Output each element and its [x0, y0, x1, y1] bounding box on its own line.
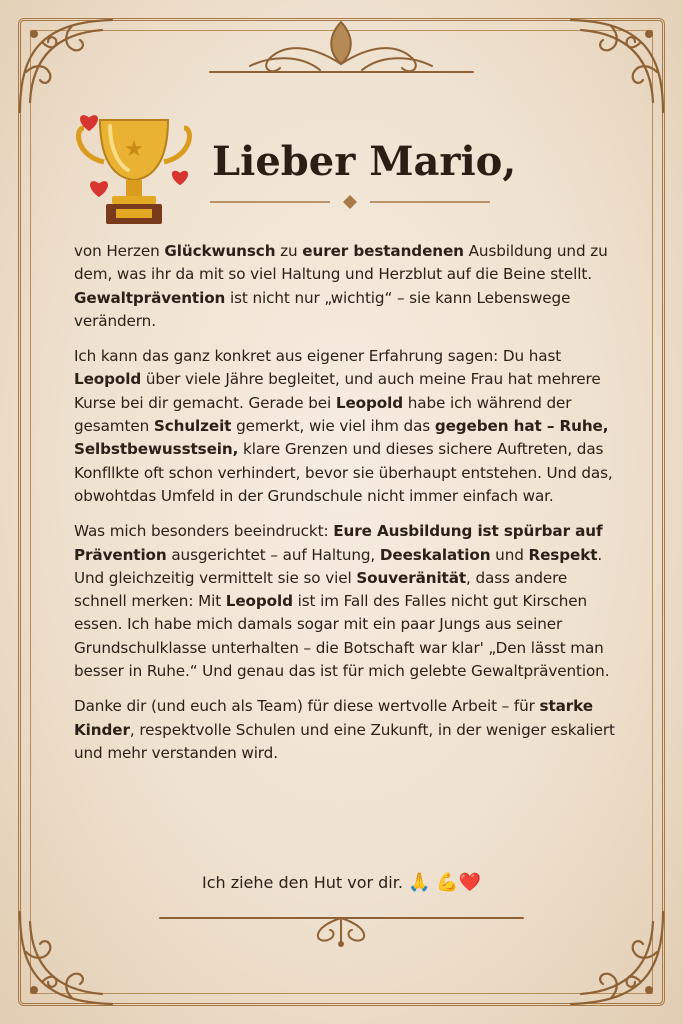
text: gemerkt, wie viel ihm das	[231, 417, 435, 436]
title-divider	[200, 192, 500, 212]
text: Was mich besonders beeindruckt:	[74, 522, 334, 541]
bold-text: gegeben hat – Ruhe, Selbstbewusstsein,	[74, 417, 609, 459]
text: ausgerichtet – auf Haltung,	[166, 545, 380, 564]
letter-paragraph	[74, 345, 619, 508]
letter-paragraph	[74, 695, 619, 765]
text: Ich kann das ganz konkret aus eigener Erfahrung sagen: Du hast	[74, 347, 562, 366]
closing-emojis: 🙏 💪❤️	[408, 872, 482, 893]
corner-ornament-top-right	[561, 12, 671, 122]
bold-text: Deeskalation	[379, 545, 491, 564]
heart-icon	[170, 168, 190, 186]
bold-text: Souveränität	[356, 568, 467, 587]
heart-icon	[78, 112, 100, 132]
bold-text: Respekt	[528, 545, 598, 564]
bold-text: eurer bestandenen	[302, 242, 464, 260]
bold-text: Glückwunsch	[164, 242, 276, 260]
heart-icon	[88, 178, 110, 198]
text: und	[490, 545, 529, 564]
text: ist im Fall des Falles nicht gut Kirschen essen. Ich habe mich damals sogar mit ein paar Jungs aus seiner Grundschulklasse unterhalten – die Botschaft war klar' „Den lässt man besser in Ruhe.“ Und genau das ist für mich gelebte Gewaltprävention.	[74, 592, 610, 681]
top-center-ornament	[200, 14, 483, 84]
bold-text: starke Kinder	[74, 697, 593, 739]
text: von Herzen	[74, 242, 165, 260]
bold-text: Leopold	[74, 370, 142, 389]
bottom-center-ornament	[150, 900, 533, 950]
letter-title: Lieber Mario,	[212, 138, 517, 185]
bold-text: Schulzeit	[153, 417, 232, 436]
closing-text: Ich ziehe den Hut vor dir.	[201, 873, 403, 892]
text: Ausbildung und zu dem, was ihr da mit so viel Haltung und Herzblut auf die Beine stellt.	[74, 242, 608, 284]
text: , dass andere schnell merken: Mit	[74, 568, 568, 611]
text: klare Grenzen und dieses sichere Auftreten, das Konfllkte oft schon verhindert, bevor sie überhaupt entstehen. Und das, obwohtdas Umfeld in der Grundschule nicht immer einfach war.	[74, 440, 613, 505]
text: . Und gleichzeitig vermittelt sie so viel	[74, 545, 603, 587]
text: über viele Jähre begleitet, und auch meine Frau hat mehrere Kurse bei dir gemacht. Gerade bei	[74, 370, 601, 412]
corner-ornament-top-left	[12, 12, 122, 122]
closing-line	[0, 872, 683, 893]
bold-text: Gewaltprävention	[74, 288, 226, 307]
text: ist nicht nur „wichtig“ – sie kann Lebenswege verändern.	[74, 288, 571, 330]
corner-ornament-bottom-left	[12, 902, 122, 1012]
text: , respektvolle Schulen und eine Zukunft, in der weniger eskaliert und mehr verstanden wird.	[74, 720, 615, 762]
bold-text: Leopold	[225, 592, 293, 611]
letter-body	[74, 240, 619, 777]
corner-ornament-bottom-right	[561, 902, 671, 1012]
svg-text:★: ★	[124, 137, 144, 162]
bold-text: Leopold	[335, 393, 404, 412]
letter-paragraph	[74, 520, 619, 683]
letter-paragraph	[74, 240, 619, 333]
text: habe ich während der gesamten	[74, 393, 572, 436]
text: Danke dir (und euch als Team) für diese wertvolle Arbeit – für	[74, 697, 540, 716]
bold-text: Eure Ausbildung ist spürbar auf Prävention	[74, 522, 603, 564]
text: zu	[275, 242, 303, 260]
